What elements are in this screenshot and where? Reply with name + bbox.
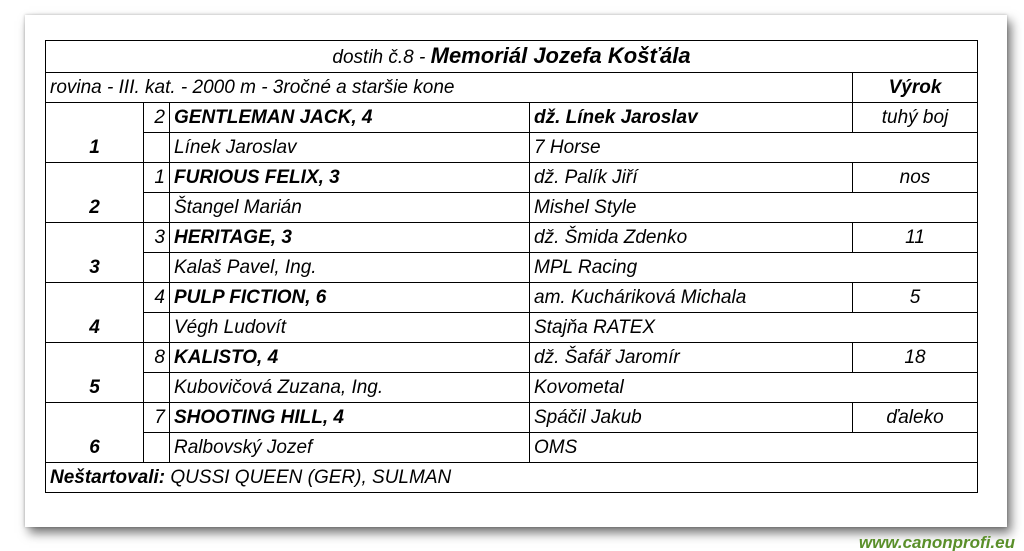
place-number: 1 xyxy=(46,103,144,163)
place-number: 2 xyxy=(46,163,144,223)
place-number: 5 xyxy=(46,343,144,403)
trainer-name: Végh Ludovít xyxy=(170,313,530,343)
blank-cell xyxy=(144,253,170,283)
margin-value: 18 xyxy=(853,343,978,373)
blank-cell xyxy=(144,133,170,163)
horse-name: PULP FICTION, 6 xyxy=(170,283,530,313)
result-subrow xyxy=(46,313,978,343)
margin-value: 5 xyxy=(853,283,978,313)
results-sheet xyxy=(25,15,1015,551)
jockey-name: Spáčil Jakub xyxy=(530,403,853,433)
non-starters xyxy=(46,463,978,493)
place-number: 3 xyxy=(46,223,144,283)
result-header: Výrok xyxy=(853,73,978,103)
start-number: 3 xyxy=(144,223,170,253)
race-conditions: rovina - III. kat. - 2000 m - 3ročné a staršie kone xyxy=(46,73,853,103)
race-title-name: Memoriál Jozefa Košťála xyxy=(430,43,691,68)
start-number: 4 xyxy=(144,283,170,313)
horse-name: KALISTO, 4 xyxy=(170,343,530,373)
margin-value: 11 xyxy=(853,223,978,253)
jockey-name: dž. Palík Jiří xyxy=(530,163,853,193)
start-number: 7 xyxy=(144,403,170,433)
horse-name: SHOOTING HILL, 4 xyxy=(170,403,530,433)
trainer-name: Línek Jaroslav xyxy=(170,133,530,163)
start-number: 8 xyxy=(144,343,170,373)
jockey-name: am. Kucháriková Michala xyxy=(530,283,853,313)
margin-value: tuhý boj xyxy=(853,103,978,133)
non-starters-label: Neštartovali: xyxy=(50,467,166,488)
owner-name: Mishel Style xyxy=(530,193,978,223)
jockey-name: dž. Šafář Jaromír xyxy=(530,343,853,373)
owner-name: 7 Horse xyxy=(530,133,978,163)
horse-name: GENTLEMAN JACK, 4 xyxy=(170,103,530,133)
horse-name: FURIOUS FELIX, 3 xyxy=(170,163,530,193)
results-table xyxy=(45,40,978,493)
place-number: 6 xyxy=(46,403,144,463)
margin-value: ďaleko xyxy=(853,403,978,433)
result-row xyxy=(46,163,978,193)
jockey-name: dž. Línek Jaroslav xyxy=(530,103,853,133)
result-subrow xyxy=(46,433,978,463)
result-row xyxy=(46,403,978,433)
trainer-name: Ralbovský Jozef xyxy=(170,433,530,463)
start-number: 1 xyxy=(144,163,170,193)
result-subrow xyxy=(46,133,978,163)
trainer-name: Štangel Marián xyxy=(170,193,530,223)
conditions-row xyxy=(46,73,978,103)
title-row xyxy=(46,41,978,73)
margin-value: nos xyxy=(853,163,978,193)
race-title-prefix: dostih č.8 - xyxy=(332,47,431,68)
trainer-name: Kubovičová Zuzana, Ing. xyxy=(170,373,530,403)
owner-name: Stajňa RATEX xyxy=(530,313,978,343)
blank-cell xyxy=(144,373,170,403)
result-subrow xyxy=(46,373,978,403)
result-subrow xyxy=(46,193,978,223)
jockey-name: dž. Šmida Zdenko xyxy=(530,223,853,253)
owner-name: OMS xyxy=(530,433,978,463)
blank-cell xyxy=(144,313,170,343)
result-row xyxy=(46,343,978,373)
footer-row xyxy=(46,463,978,493)
start-number: 2 xyxy=(144,103,170,133)
result-row xyxy=(46,223,978,253)
race-title xyxy=(46,41,978,73)
result-row xyxy=(46,283,978,313)
place-number: 4 xyxy=(46,283,144,343)
watermark: www.canonprofi.eu xyxy=(858,533,1015,551)
result-subrow xyxy=(46,253,978,283)
non-starters-value: QUSSI QUEEN (GER), SULMAN xyxy=(170,467,452,488)
result-row xyxy=(46,103,978,133)
trainer-name: Kalaš Pavel, Ing. xyxy=(170,253,530,283)
horse-name: HERITAGE, 3 xyxy=(170,223,530,253)
blank-cell xyxy=(144,193,170,223)
blank-cell xyxy=(144,433,170,463)
owner-name: MPL Racing xyxy=(530,253,978,283)
owner-name: Kovometal xyxy=(530,373,978,403)
